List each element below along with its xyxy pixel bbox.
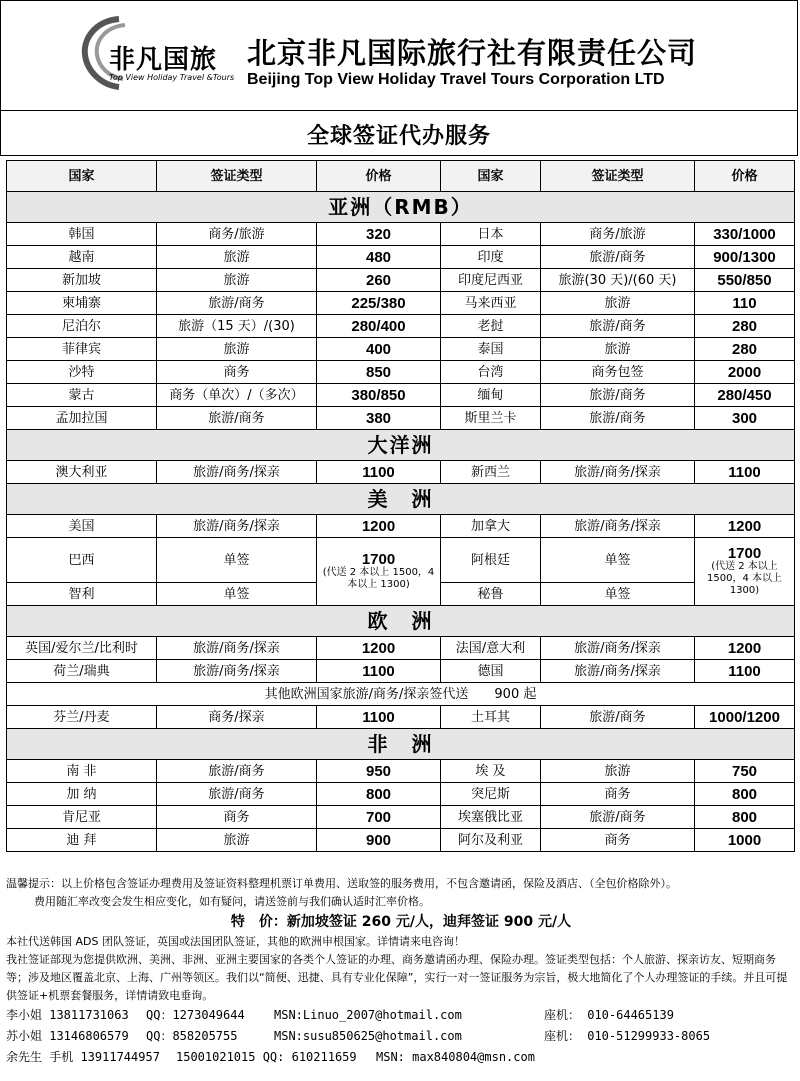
header <box>0 0 798 110</box>
table-row <box>7 783 795 806</box>
price-cell: 1000/1200 <box>695 706 795 729</box>
page-title: 全球签证代办服务 <box>306 124 491 149</box>
country-cell: 菲律宾 <box>7 338 157 361</box>
table-row <box>7 461 795 484</box>
visa-type-cell: 旅游 <box>157 338 317 361</box>
company-name-cn: 北京非凡国际旅行社有限责任公司 <box>247 36 698 70</box>
contact-row <box>6 1026 796 1047</box>
region-row-oceania <box>7 430 795 461</box>
visa-type-cell: 旅游（15 天）/(30) <box>157 315 317 338</box>
region-title: 大洋洲 <box>7 430 795 461</box>
table-row <box>7 315 795 338</box>
header-cell: 签证类型 <box>157 161 317 192</box>
price-value: 1700 <box>727 545 762 562</box>
contact-qq: QQ：858205755 <box>146 1029 238 1043</box>
price-cell: 1100 <box>317 660 441 683</box>
price-cell: 1100 <box>317 461 441 484</box>
visa-type-cell: 商务 <box>157 361 317 384</box>
country-cell: 日本 <box>441 223 541 246</box>
visa-type-cell: 旅游/商务/探亲 <box>541 660 695 683</box>
table-row <box>7 706 795 729</box>
visa-price-table <box>6 160 795 852</box>
visa-type-cell: 单签 <box>541 583 695 606</box>
price-cell: 1200 <box>695 637 795 660</box>
visa-type-cell: 商务/旅游 <box>157 223 317 246</box>
info-paragraph: 本社代送韩国 ADS 团队签证，英国或法国团队签证，其他的欧洲申根国家。详情请来电咨询！ <box>6 935 465 948</box>
company-name-en: Beijing Top View Holiday Travel Tours Corporation LTD <box>247 71 665 88</box>
table-row <box>7 637 795 660</box>
region-row-america <box>7 484 795 515</box>
table-row <box>7 292 795 315</box>
country-cell: 加拿大 <box>441 515 541 538</box>
country-cell: 芬兰/丹麦 <box>7 706 157 729</box>
visa-type-cell: 旅游/商务/探亲 <box>157 637 317 660</box>
visa-type-cell: 旅游/商务 <box>157 783 317 806</box>
contact-msn: MSN:susu850625@hotmail.com <box>274 1029 462 1043</box>
price-cell: 950 <box>317 760 441 783</box>
visa-type-cell: 旅游/商务 <box>157 407 317 430</box>
price-note: (代送 2 本以上 1500，4 本以上 1300) <box>322 567 435 590</box>
header-cell: 价格 <box>317 161 441 192</box>
europe-rows <box>7 637 795 683</box>
visa-type-cell: 旅游/商务 <box>157 760 317 783</box>
visa-type-cell: 旅游/商务/探亲 <box>541 461 695 484</box>
table-row <box>7 829 795 852</box>
contact-list <box>6 1005 796 1068</box>
country-cell: 加 纳 <box>7 783 157 806</box>
country-cell: 蒙古 <box>7 384 157 407</box>
visa-type-cell: 旅游/商务 <box>157 292 317 315</box>
region-row-africa <box>7 729 795 760</box>
visa-type-cell: 商务包签 <box>541 361 695 384</box>
header-cell: 签证类型 <box>541 161 695 192</box>
country-cell: 土耳其 <box>441 706 541 729</box>
country-cell: 新加坡 <box>7 269 157 292</box>
price-cell: 800 <box>695 783 795 806</box>
header-cell: 国家 <box>441 161 541 192</box>
price-cell: 225/380 <box>317 292 441 315</box>
notice-text: 温馨提示：以上价格包含签证办理费用及签证资料整理机票订单费用、送取签的服务费用，不包含邀请函，保险及酒店、（全包价格除外）。 <box>6 877 677 890</box>
price-cell: 280/400 <box>317 315 441 338</box>
table-row <box>7 806 795 829</box>
price-note: (代送 2 本以上 1500，4 本以上 1300) <box>707 561 782 596</box>
merged-price-cell <box>695 538 795 606</box>
table-row <box>7 269 795 292</box>
table-row <box>7 384 795 407</box>
country-cell: 尼泊尔 <box>7 315 157 338</box>
country-cell: 新西兰 <box>441 461 541 484</box>
visa-type-cell: 旅游/商务 <box>541 706 695 729</box>
country-cell: 越南 <box>7 246 157 269</box>
country-cell: 突尼斯 <box>441 783 541 806</box>
country-cell: 印度 <box>441 246 541 269</box>
country-cell: 巴西 <box>7 538 157 583</box>
header-cell: 国家 <box>7 161 157 192</box>
country-cell: 秘鲁 <box>441 583 541 606</box>
country-cell: 韩国 <box>7 223 157 246</box>
contact-landline: 座机： 010-51299933-8065 <box>544 1029 711 1043</box>
price-cell: 800 <box>317 783 441 806</box>
country-cell: 马来西亚 <box>441 292 541 315</box>
info-paragraph: 我社签证部现为您提供欧洲、美洲、非洲、亚洲主要国家的各类个人签证的办理、商务邀请函办理、保险办理。签证类型包括：个人旅游、探亲访友、短期商务等；涉及地区覆盖北京、上海、广州等领区。我们以“简便、迅捷、具有专业化保障”，实行一对一签证服务为宗旨，极大地简化了个人办理签证的手续。并且可提供签证+机票套餐服务，详情请致电垂询。 <box>6 953 788 1002</box>
region-title: 亚洲（RMB） <box>7 192 795 223</box>
visa-type-cell: 旅游/商务 <box>541 806 695 829</box>
country-cell: 英国/爱尔兰/比利时 <box>7 637 157 660</box>
country-cell: 法国/意大利 <box>441 637 541 660</box>
visa-type-cell: 商务 <box>157 806 317 829</box>
price-cell: 320 <box>317 223 441 246</box>
country-cell: 德国 <box>441 660 541 683</box>
region-title: 非 洲 <box>7 729 795 760</box>
region-title: 美 洲 <box>7 484 795 515</box>
contact-qq: QQ：1273049644 <box>146 1008 245 1022</box>
price-cell: 550/850 <box>695 269 795 292</box>
contact-name-phone: 李小姐 13811731063 <box>6 1008 129 1022</box>
country-cell: 斯里兰卡 <box>441 407 541 430</box>
country-cell: 泰国 <box>441 338 541 361</box>
contact-msn: MSN:Linuo_2007@hotmail.com <box>274 1008 462 1022</box>
visa-table-wrap <box>6 160 794 852</box>
country-cell: 沙特 <box>7 361 157 384</box>
price-cell: 750 <box>695 760 795 783</box>
country-cell: 南 非 <box>7 760 157 783</box>
price-value: 1700 <box>361 551 396 568</box>
visa-type-cell: 旅游/商务 <box>541 315 695 338</box>
asia-rows <box>7 223 795 430</box>
footer-notes <box>6 875 796 1068</box>
contact-name-phone: 苏小姐 13146806579 <box>6 1029 129 1043</box>
country-cell: 阿根廷 <box>441 538 541 583</box>
price-cell: 380 <box>317 407 441 430</box>
price-cell: 1200 <box>317 515 441 538</box>
price-cell: 1100 <box>695 461 795 484</box>
table-row <box>7 660 795 683</box>
visa-type-cell: 旅游/商务/探亲 <box>157 660 317 683</box>
visa-type-cell: 单签 <box>157 538 317 583</box>
country-cell: 阿尔及利亚 <box>441 829 541 852</box>
price-cell: 1000 <box>695 829 795 852</box>
price-cell: 700 <box>317 806 441 829</box>
table-row <box>7 361 795 384</box>
country-cell: 台湾 <box>441 361 541 384</box>
table-row <box>7 407 795 430</box>
visa-type-cell: 商务 <box>541 829 695 852</box>
table-row <box>7 515 795 538</box>
region-row-asia <box>7 192 795 223</box>
country-cell: 澳大利亚 <box>7 461 157 484</box>
europe-rows-2 <box>7 706 795 729</box>
visa-type-cell: 旅游/商务/探亲 <box>541 515 695 538</box>
region-title: 欧 洲 <box>7 606 795 637</box>
country-cell: 柬埔寨 <box>7 292 157 315</box>
visa-type-cell: 单签 <box>541 538 695 583</box>
price-cell: 300 <box>695 407 795 430</box>
visa-type-cell: 旅游 <box>157 246 317 269</box>
visa-type-cell: 商务/旅游 <box>541 223 695 246</box>
europe-other-cell: 其他欧洲国家旅游/商务/探亲签代送 900 起 <box>7 683 795 706</box>
contact-landline: 座机： 010-64465139 <box>544 1008 674 1022</box>
notice-text: 费用随汇率改变会发生相应变化，如有疑问，请送签前与我们确认适时汇率价格。 <box>34 895 430 908</box>
price-cell: 400 <box>317 338 441 361</box>
visa-type-cell: 旅游 <box>541 292 695 315</box>
country-cell: 孟加拉国 <box>7 407 157 430</box>
price-cell: 1100 <box>317 706 441 729</box>
visa-type-cell: 商务/探亲 <box>157 706 317 729</box>
contact-row <box>6 1005 796 1026</box>
visa-type-cell: 旅游/商务/探亲 <box>541 637 695 660</box>
country-cell: 肯尼亚 <box>7 806 157 829</box>
price-cell: 2000 <box>695 361 795 384</box>
table-row <box>7 246 795 269</box>
africa-rows <box>7 760 795 852</box>
price-cell: 280 <box>695 338 795 361</box>
contact-qq: 15001021015 QQ: 610211659 <box>176 1050 357 1064</box>
country-cell: 荷兰/瑞典 <box>7 660 157 683</box>
visa-type-cell: 商务 <box>541 783 695 806</box>
visa-type-cell: 单签 <box>157 583 317 606</box>
visa-type-cell: 旅游 <box>541 760 695 783</box>
visa-type-cell: 商务（单次）/（多次） <box>157 384 317 407</box>
price-cell: 850 <box>317 361 441 384</box>
visa-type-cell: 旅游(30 天)/(60 天) <box>541 269 695 292</box>
visa-type-cell: 旅游/商务 <box>541 407 695 430</box>
table-row <box>7 223 795 246</box>
contact-msn: MSN: max840804@msn.com <box>376 1050 535 1064</box>
price-cell: 1100 <box>695 660 795 683</box>
price-cell: 260 <box>317 269 441 292</box>
visa-type-cell: 旅游/商务/探亲 <box>157 461 317 484</box>
table-row <box>7 538 795 583</box>
visa-type-cell: 旅游/商务 <box>541 246 695 269</box>
price-cell: 480 <box>317 246 441 269</box>
price-cell: 280 <box>695 315 795 338</box>
visa-type-cell: 旅游 <box>157 829 317 852</box>
price-cell: 1200 <box>317 637 441 660</box>
visa-type-cell: 旅游 <box>157 269 317 292</box>
table-row <box>7 760 795 783</box>
merged-price-cell <box>317 538 441 606</box>
country-cell: 美国 <box>7 515 157 538</box>
region-row-europe <box>7 606 795 637</box>
title-bar <box>0 110 798 156</box>
company-logo <box>79 15 241 91</box>
table-row <box>7 338 795 361</box>
visa-type-cell: 旅游 <box>541 338 695 361</box>
price-cell: 900/1300 <box>695 246 795 269</box>
contact-row <box>6 1047 796 1068</box>
country-cell: 缅甸 <box>441 384 541 407</box>
country-cell: 埃 及 <box>441 760 541 783</box>
visa-type-cell: 旅游/商务/探亲 <box>157 515 317 538</box>
logo-text: 非凡国旅 <box>109 45 218 75</box>
country-cell: 埃塞俄比亚 <box>441 806 541 829</box>
price-cell: 380/850 <box>317 384 441 407</box>
price-cell: 800 <box>695 806 795 829</box>
country-cell: 老挝 <box>441 315 541 338</box>
special-offer: 特 价：新加坡签证 260 元/人，迪拜签证 900 元/人 <box>230 914 572 930</box>
oceania-rows <box>7 461 795 484</box>
price-cell: 280/450 <box>695 384 795 407</box>
country-cell: 智利 <box>7 583 157 606</box>
logo-tagline: Top View Holiday Travel &Tours <box>109 73 235 82</box>
header-cell: 价格 <box>695 161 795 192</box>
contact-name-phone: 余先生 手机 13911744957 <box>6 1050 160 1064</box>
country-cell: 印度尼西亚 <box>441 269 541 292</box>
price-cell: 1200 <box>695 515 795 538</box>
visa-type-cell: 旅游/商务 <box>541 384 695 407</box>
table-row <box>7 683 795 706</box>
price-cell: 110 <box>695 292 795 315</box>
table-header-row <box>7 161 795 192</box>
country-cell: 迪 拜 <box>7 829 157 852</box>
price-cell: 900 <box>317 829 441 852</box>
price-cell: 330/1000 <box>695 223 795 246</box>
